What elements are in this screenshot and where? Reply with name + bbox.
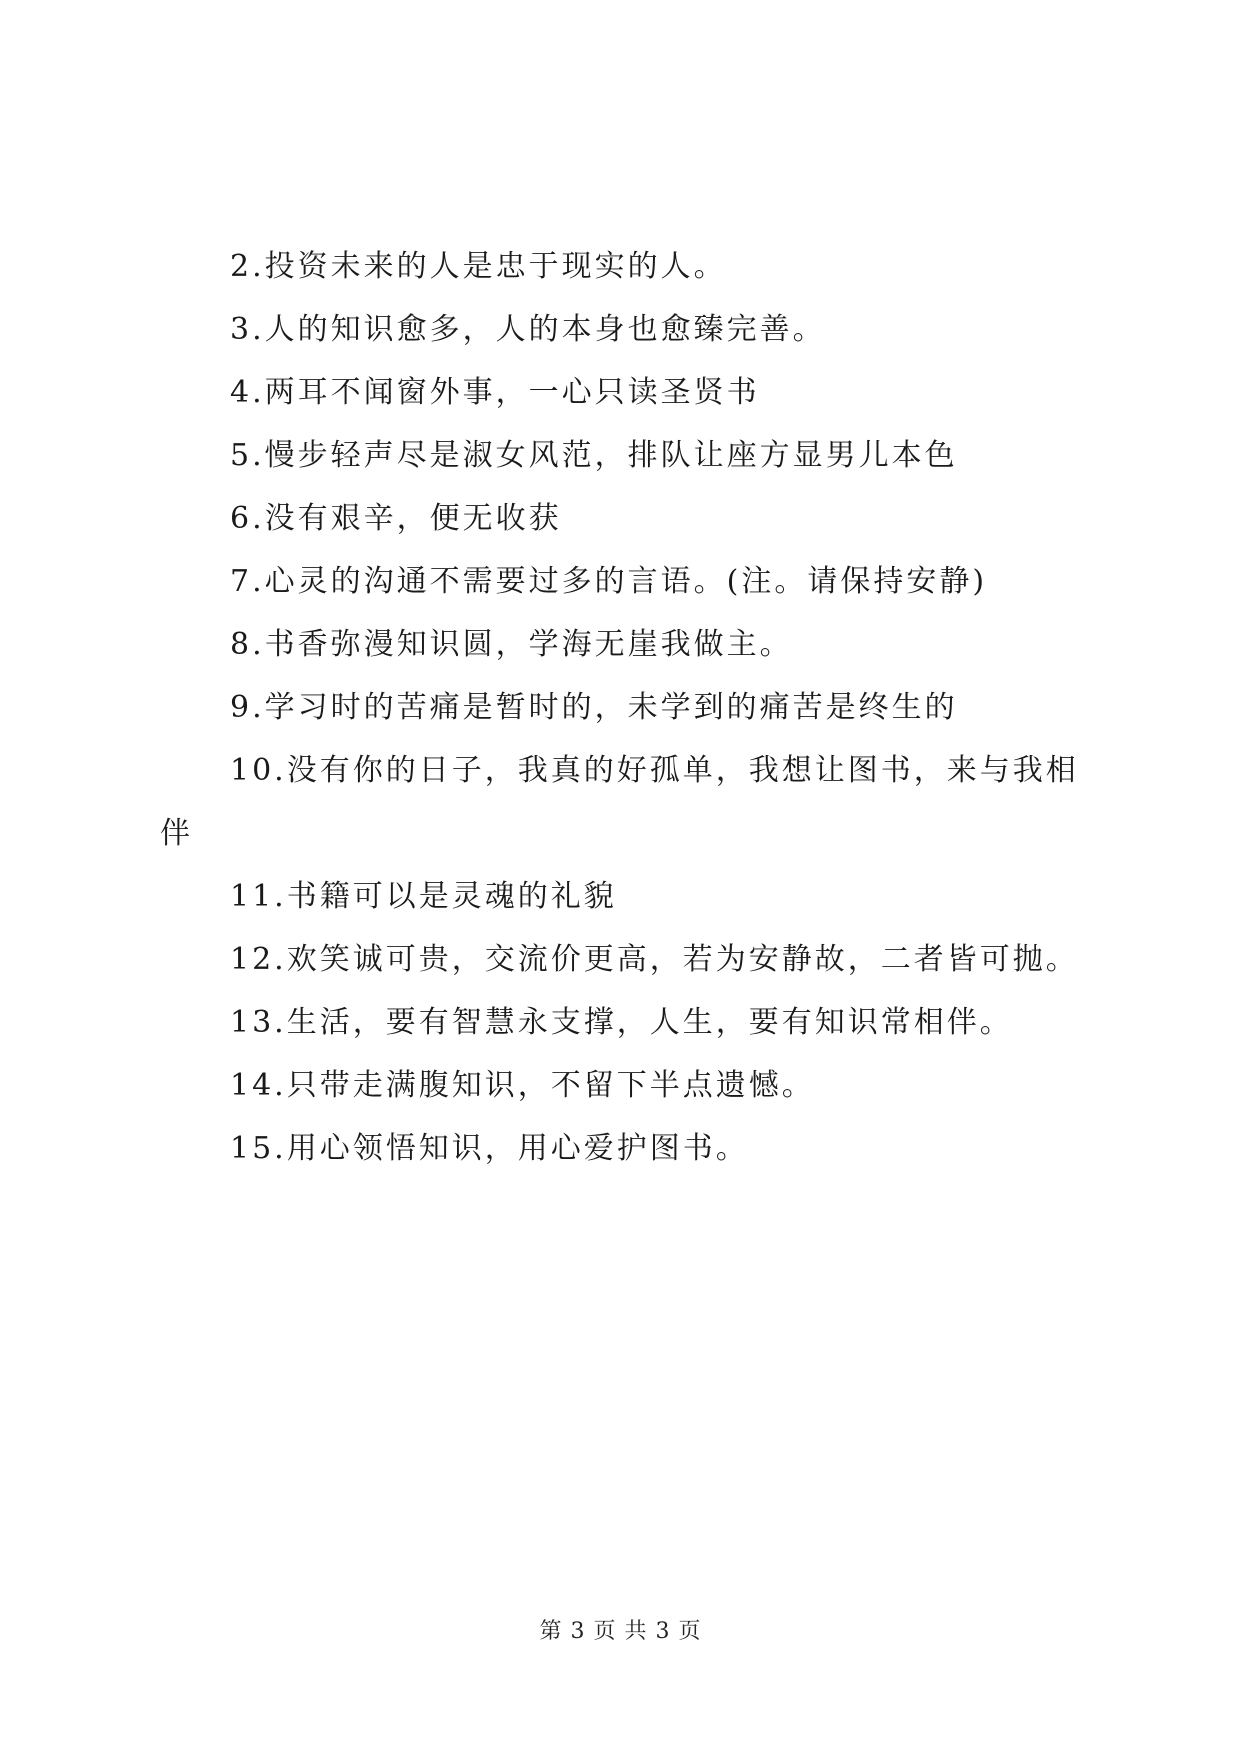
slogan-line-3: 3.人的知识愈多，人的本身也愈臻完善。 — [230, 312, 826, 347]
page-number-footer: 第 3 页 共 3 页 — [539, 1619, 702, 1644]
slogan-line-4: 4.两耳不闻窗外事，一心只读圣贤书 — [230, 375, 760, 410]
slogan-line-10: 10.没有你的日子，我真的好孤单，我想让图书，来与我相 — [230, 753, 1079, 788]
document-body — [160, 235, 1080, 1180]
slogan-line-2: 2.投资未来的人是忠于现实的人。 — [230, 249, 727, 284]
slogan-line-9: 9.学习时的苦痛是暂时的，未学到的痛苦是终生的 — [230, 690, 958, 725]
slogan-line-13: 13.生活，要有智慧永支撑，人生，要有知识常相伴。 — [230, 1005, 1013, 1040]
slogan-line-12: 12.欢笑诚可贵，交流价更高，若为安静故，二者皆可抛。 — [230, 942, 1079, 977]
slogan-line-14: 14.只带走满腹知识，不留下半点遗憾。 — [230, 1068, 815, 1103]
slogan-line-5: 5.慢步轻声尽是淑女风范，排队让座方显男儿本色 — [230, 438, 958, 473]
slogan-line-7: 7.心灵的沟通不需要过多的言语。(注。请保持安静) — [230, 564, 988, 599]
slogan-line-11: 11.书籍可以是灵魂的礼貌 — [230, 879, 617, 914]
slogan-line-8: 8.书香弥漫知识圆，学海无崖我做主。 — [230, 627, 793, 662]
slogan-line-10-continuation: 伴 — [160, 816, 193, 851]
slogan-line-15: 15.用心领悟知识，用心爱护图书。 — [230, 1131, 749, 1166]
slogan-line-6: 6.没有艰辛，便无收获 — [230, 501, 562, 536]
